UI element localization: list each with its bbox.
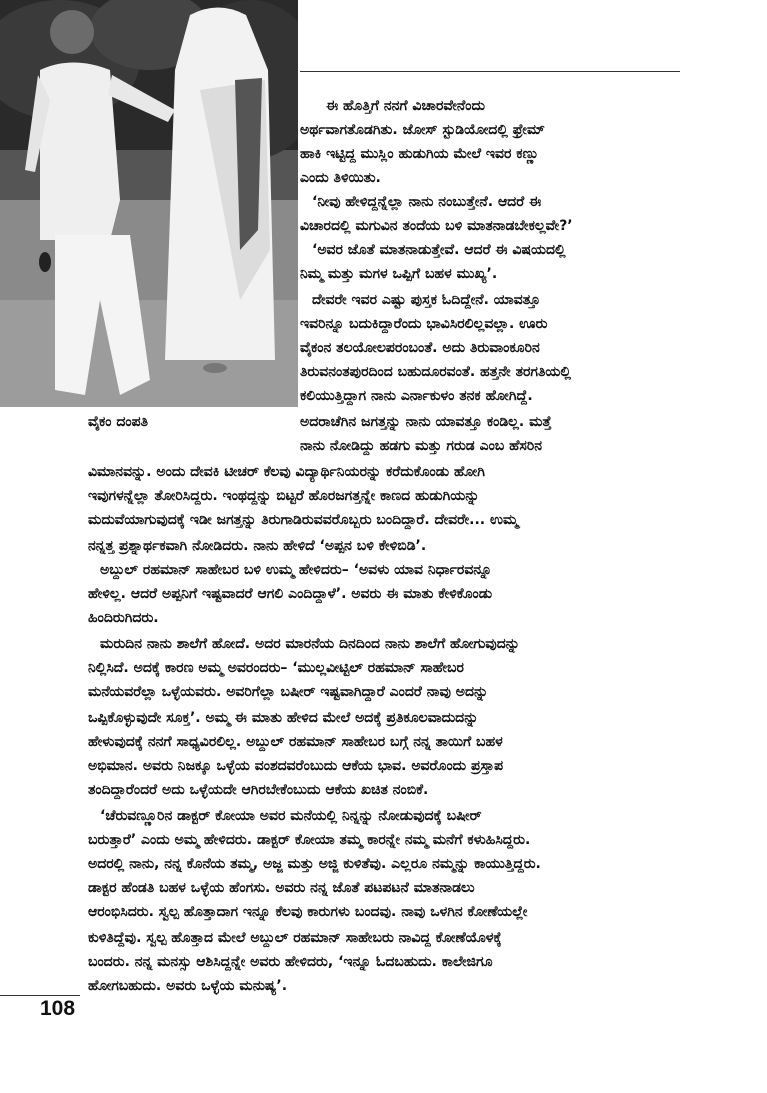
page-number: 108 <box>40 997 76 1020</box>
text-line: ಆರಂಭಿಸಿದರು. ಸ್ವಲ್ಪ ಹೊತ್ತಾದಾಗ ಇನ್ನೂ ಕೆಲವು ಕಾರುಗಳು ಬಂದವು. ನಾವು ಒಳಗಿನ ಕೋಣೆಯಲ್ಲೇ <box>88 904 528 920</box>
text-line: ಅಬ್ದುಲ್ ರಹಮಾನ್ ಸಾಹೇಬರ ಬಳಿ ಉಮ್ಮ ಹೇಳಿದರು– ‘ಅವಳು ಯಾವ ನಿರ್ಧಾರವನ್ನೂ <box>100 562 492 578</box>
text-line: ವಿಚಾರದಲ್ಲಿ ಮಗುವಿನ ತಂದೆಯ ಬಳಿ ಮಾತನಾಡಬೇಕಲ್ಲವೇ?’ <box>300 218 573 234</box>
couple-photo <box>0 0 298 407</box>
text-line: ತಿರುವನಂತಪುರದಿಂದ ಬಹುದೂರವಂತೆ. ಹತ್ತನೇ ತರಗತಿಯಲ್ಲಿ <box>300 364 571 380</box>
text-line: ನಾನು ನೋಡಿದ್ದು ಹಡಗು ಮತ್ತು ಗರುಡ ಎಂಬ ಹೆಸರಿನ <box>300 438 543 454</box>
text-line: ಹಾಕಿ ಇಟ್ಟಿದ್ದ ಮುಸ್ಲಿಂ ಹುಡುಗಿಯ ಮೇಲೆ ಇವರ ಕಣ್ಣು <box>300 146 539 162</box>
text-line: ‘ಚೆರುವಣ್ಣೂರಿನ ಡಾಕ್ಟರ್ ಕೋಯಾ ಅವರ ಮನೆಯಲ್ಲಿ ನಿನ್ನನ್ನು ನೋಡುವುದಕ್ಕೆ ಬಷೀರ್ <box>100 808 482 824</box>
text-line: ತಂದಿದ್ದಾರೆಂದರೆ ಅದು ಒಳ್ಳೆಯದೇ ಆಗಿರಬೇಕೆಂಬುದು ಆಕೆಯ ಖಚಿತ ನಂಬಿಕೆ. <box>88 782 429 798</box>
text-line: ವಿಮಾನವನ್ನು. ಅಂದು ದೇವಕಿ ಟೀಚರ್ ಕೆಲವು ವಿದ್ಯಾರ್ಥಿನಿಯರನ್ನು ಕರೆದುಕೊಂಡು ಹೋಗಿ <box>88 464 485 480</box>
text-line: ಅಭಿಮಾನ. ಅವರು ನಿಜಕ್ಕೂ ಒಳ್ಳೆಯ ವಂಶದವರೆಂಬುದು ಆಕೆಯ ಭಾವ. ಅವರೊಂದು ಪ್ರಸ್ತಾಪ <box>88 758 504 774</box>
text-line: ನಿಮ್ಮ ಮತ್ತು ಮಗಳ ಒಪ್ಪಿಗೆ ಬಹಳ ಮುಖ್ಯ’. <box>300 266 498 282</box>
text-line: ವೈಕಂನ ತಲಯೋಲಪರಂಬಂತೆ. ಅದು ತಿರುವಾಂಕೂರಿನ <box>300 340 540 356</box>
text-line: ಕುಳಿತಿದ್ದೆವು. ಸ್ವಲ್ಪ ಹೊತ್ತಾದ ಮೇಲೆ ಅಬ್ದುಲ್ ರಹಮಾನ್ ಸಾಹೇಬರು ನಾವಿದ್ದ ಕೋಣೆಯೊಳಕ್ಕೆ <box>88 930 502 946</box>
text-line: ಈ ಹೊತ್ತಿಗೆ ನನಗೆ ವಿಚಾರವೇನೆಂದು <box>326 98 485 114</box>
text-line: ಡಾಕ್ಟರ ಹೆಂಡತಿ ಬಹಳ ಒಳ್ಳೆಯ ಹೆಂಗಸು. ಅವರು ನನ್ನ ಜೊತೆ ಪಟಪಟನೆ ಮಾತನಾಡಲು <box>88 880 475 896</box>
text-line: ‘ಅವರ ಜೊತೆ ಮಾತನಾಡುತ್ತೇವೆ. ಆದರೆ ಈ ವಿಷಯದಲ್ಲಿ <box>312 242 566 258</box>
text-line: ಹೇಳಿಲ್ಲ. ಆದರೆ ಅಪ್ಪನಿಗೆ ಇಷ್ಟವಾದರೆ ಆಗಲಿ ಎಂದಿದ್ದಾಳೆ’. ಅವರು ಈ ಮಾತು ಕೇಳಿಕೊಂಡು <box>88 586 493 602</box>
text-line: ಮದುವೆಯಾಗುವುದಕ್ಕೆ ಇಡೀ ಜಗತ್ತನ್ನು ತಿರುಗಾಡಿರುವವರೊಬ್ಬರು ಬಂದಿದ್ದಾರೆ. ದೇವರೇ... ಉಮ್ಮ <box>88 512 519 528</box>
couple-photo-illustration <box>0 0 298 407</box>
text-line: ಬರುತ್ತಾರೆ’ ಎಂದು ಅಮ್ಮ ಹೇಳಿದರು. ಡಾಕ್ಟರ್ ಕೋಯಾ ತಮ್ಮ ಕಾರನ್ನೇ ನಮ್ಮ ಮನೆಗೆ ಕಳುಹಿಸಿದ್ದರು. <box>88 832 531 848</box>
text-line: ಹೇಳುವುದಕ್ಕೆ ನನಗೆ ಸಾಧ್ಯವಿರಲಿಲ್ಲ. ಅಬ್ದುಲ್ ರಹಮಾನ್ ಸಾಹೇಬರ ಬಗ್ಗೆ ನನ್ನ ತಾಯಿಗೆ ಬಹಳ <box>88 734 503 750</box>
text-line: ಎಂದು ತಿಳಿಯಿತು. <box>300 170 381 186</box>
text-line: ನನ್ನತ್ತ ಪ್ರಶ್ನಾರ್ಥಕವಾಗಿ ನೋಡಿದರು. ನಾನು ಹೇಳಿದೆ ‘ಅಪ್ಪನ ಬಳಿ ಕೇಳಿಬಿಡಿ’. <box>88 538 427 554</box>
text-line: ಹಿಂದಿರುಗಿದರು. <box>88 610 159 626</box>
text-line: ಅದರಾಚೆಗಿನ ಜಗತ್ತನ್ನು ನಾನು ಯಾವತ್ತೂ ಕಂಡಿಲ್ಲ. ಮತ್ತೆ <box>300 414 552 430</box>
text-line: ಅರ್ಥವಾಗತೊಡಗಿತು. ಜೋಸ್ ಸ್ಟುಡಿಯೋದಲ್ಲಿ ಫ್ರೇಮ್ <box>300 122 545 138</box>
text-line: ಹೋಗಬಹುದು. ಅವರು ಒಳ್ಳೆಯ ಮನುಷ್ಯ’. <box>88 978 288 994</box>
text-line: ‘ನೀವು ಹೇಳಿದ್ದನ್ನೆಲ್ಲಾ ನಾನು ನಂಬುತ್ತೇನೆ. ಆದರೆ ಈ <box>312 194 542 210</box>
text-line: ದೇವರೇ ಇವರ ಎಷ್ಟು ಪುಸ್ತಕ ಓದಿದ್ದೇನೆ. ಯಾವತ್ತೂ <box>312 292 541 308</box>
header-rule <box>300 71 680 72</box>
text-line: ಕಲಿಯುತ್ತಿದ್ದಾಗ ನಾನು ಎರ್ನಾಕುಳಂ ತನಕ ಹೋಗಿದ್ದೆ. <box>300 388 533 404</box>
text-line: ಮನೆಯವರೆಲ್ಲಾ ಒಳ್ಳೆಯವರು. ಅವರಿಗೆಲ್ಲಾ ಬಷೀರ್ ಇಷ್ಟವಾಗಿದ್ದಾರೆ ಎಂದರೆ ನಾವು ಅದನ್ನು <box>88 684 489 700</box>
footer-rule <box>0 995 80 996</box>
text-line: ಮರುದಿನ ನಾನು ಶಾಲೆಗೆ ಹೋದೆ. ಅದರ ಮಾರನೆಯ ದಿನದಿಂದ ನಾನು ಶಾಲೆಗೆ ಹೋಗುವುದನ್ನು <box>100 636 520 652</box>
text-line: ನಿಲ್ಲಿಸಿದೆ. ಅದಕ್ಕೆ ಕಾರಣ ಅಮ್ಮ ಅವರಂದರು– ‘ಮುಲ್ಲವೀಟ್ಟಿಲ್ ರಹಮಾನ್ ಸಾಹೇಬರ <box>88 660 464 676</box>
text-line: ಅದರಲ್ಲಿ ನಾನು, ನನ್ನ ಕೊನೆಯ ತಮ್ಮ, ಅಜ್ಜ ಮತ್ತು ಅಜ್ಜಿ ಕುಳಿತೆವು. ಎಲ್ಲರೂ ನಮ್ಮನ್ನು ಕಾಯುತ್ತಿದ್ದರು. <box>88 856 541 872</box>
photo-caption: ವೈಕಂ ದಂಪತಿ <box>88 414 149 430</box>
text-line: ಬಂದರು. ನನ್ನ ಮನಸ್ಸು ಆಶಿಸಿದ್ದನ್ನೇ ಅವರು ಹೇಳಿದರು, ‘ಇನ್ನೂ ಓದಬಹುದು. ಕಾಲೇಜಿಗೂ <box>88 954 493 970</box>
text-line: ಇವುಗಳನ್ನೆಲ್ಲಾ ತೋರಿಸಿದ್ದರು. ಇಂಥದ್ದನ್ನು ಬಿಟ್ಟರೆ ಹೊರಜಗತ್ತನ್ನೇ ಕಾಣದ ಹುಡುಗಿಯನ್ನು <box>88 488 480 504</box>
text-line: ಒಪ್ಪಿಕೊಳ್ಳುವುದೇ ಸೂಕ್ತ’. ಅಮ್ಮ ಈ ಮಾತು ಹೇಳಿದ ಮೇಲೆ ಅದಕ್ಕೆ ಪ್ರತಿಕೂಲವಾದುದನ್ನು <box>88 710 479 726</box>
text-line: ಇವರಿನ್ನೂ ಬದುಕಿದ್ದಾರೆಂದು ಭಾವಿಸಿರಲಿಲ್ಲವಲ್ಲಾ. ಊರು <box>300 316 548 332</box>
